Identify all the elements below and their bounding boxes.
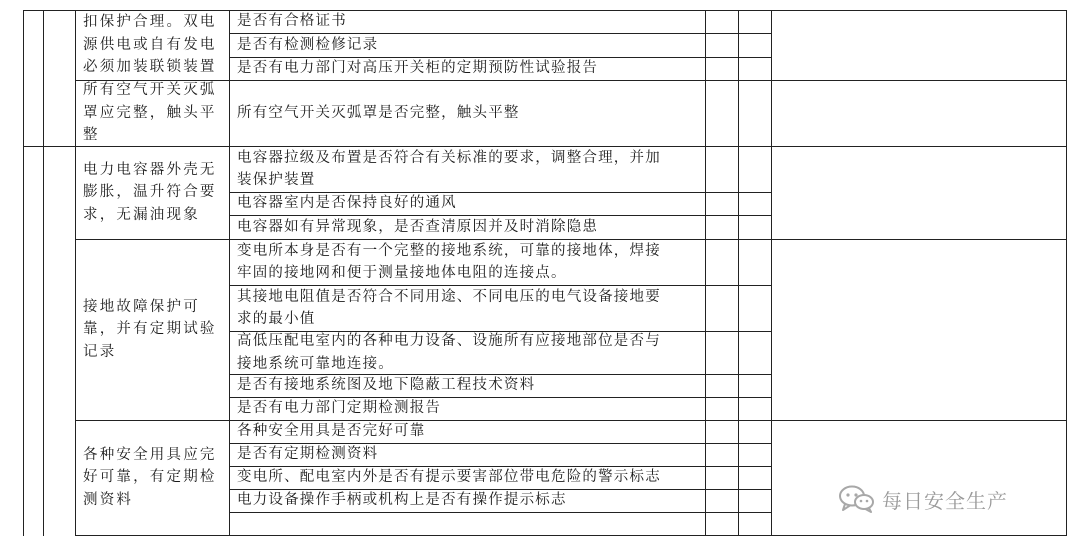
check-item-text: 是否有检测检修记录 [237,36,379,53]
category-text: 好可靠，有定期检 [83,469,217,486]
category-text: 记录 [83,343,117,360]
category-text: 电力电容器外壳无 [83,161,217,178]
category-text: 接地故障保护可 [83,298,200,315]
check-item-text: 是否有合格证书 [237,13,347,30]
column-divider [1066,10,1067,536]
check-item-text: 高低压配电室内的各种电力设备、设施所有应接地部位是否与 [237,333,661,349]
row-divider [23,146,75,147]
check-item-text: 所有空气开关灭弧罩是否完整，触头平整 [237,104,520,121]
wechat-icon [838,484,876,514]
check-item-text: 是否有电力部门定期检测报告 [237,400,442,417]
category-text: 整 [83,127,100,144]
row-divider [75,80,1067,81]
check-item-text: 变电所本身是否有一个完整的接地系统，可靠的接地体，焊接 [237,242,661,259]
check-item-text: 变电所、配电室内外是否有提示要害部位带电危险的警示标志 [237,469,661,486]
check-item-text: 是否有电力部门对高压开关柜的定期预防性试验报告 [237,60,599,77]
category-text: 所有空气开关灭弧 [83,82,217,99]
category-text: 膨胀，温升符合要 [83,184,217,201]
column-divider [705,10,706,536]
category-text: 必须加装联锁装置 [83,59,217,76]
row-divider [75,535,1067,536]
column-divider [23,10,24,536]
category-text: 扣保护合理。双电 [83,14,217,31]
check-item-text: 接地系统可靠地连接。 [237,355,394,372]
watermark-text: 每日安全生产 [882,488,1008,513]
check-item-text: 是否有定期检测资料 [237,446,379,463]
check-item-text: 牢固的接地网和便于测量接地体电阻的连接点。 [237,265,567,281]
row-divider [75,420,1067,421]
item-divider [229,512,772,513]
column-divider [738,10,739,536]
check-item-text: 电容器如有异常现象，是否查清原因并及时消除隐患 [237,218,599,235]
category-text: 求，无漏油现象 [83,206,200,223]
column-divider [771,10,772,536]
category-text: 测资料 [83,491,134,508]
column-divider [75,10,76,536]
watermark [838,484,1008,514]
check-item-text: 电容器拉级及布置是否符合有关标准的要求，调整合理，并加 [237,149,661,166]
category-text: 各种安全用具应完 [83,446,217,463]
check-item-text: 装保护装置 [237,172,316,188]
check-item-text: 各种安全用具是否完好可靠 [237,423,426,440]
category-text: 罩应完整，触头平 [83,104,217,121]
category-text: 靠，并有定期试验 [83,321,217,338]
check-item-text: 电容器室内是否保持良好的通风 [237,195,457,212]
column-divider [229,10,230,536]
column-divider [43,10,44,536]
check-item-text: 其接地电阻值是否符合不同用途、不同电压的电气设备接地要 [237,288,661,305]
category-text: 源供电或自有发电 [83,36,217,53]
check-item-text: 求的最小值 [237,311,316,327]
check-item-text: 是否有接地系统图及地下隐蔽工程技术资料 [237,377,536,394]
check-item-text: 电力设备操作手柄或机构上是否有操作提示标志 [237,492,567,509]
